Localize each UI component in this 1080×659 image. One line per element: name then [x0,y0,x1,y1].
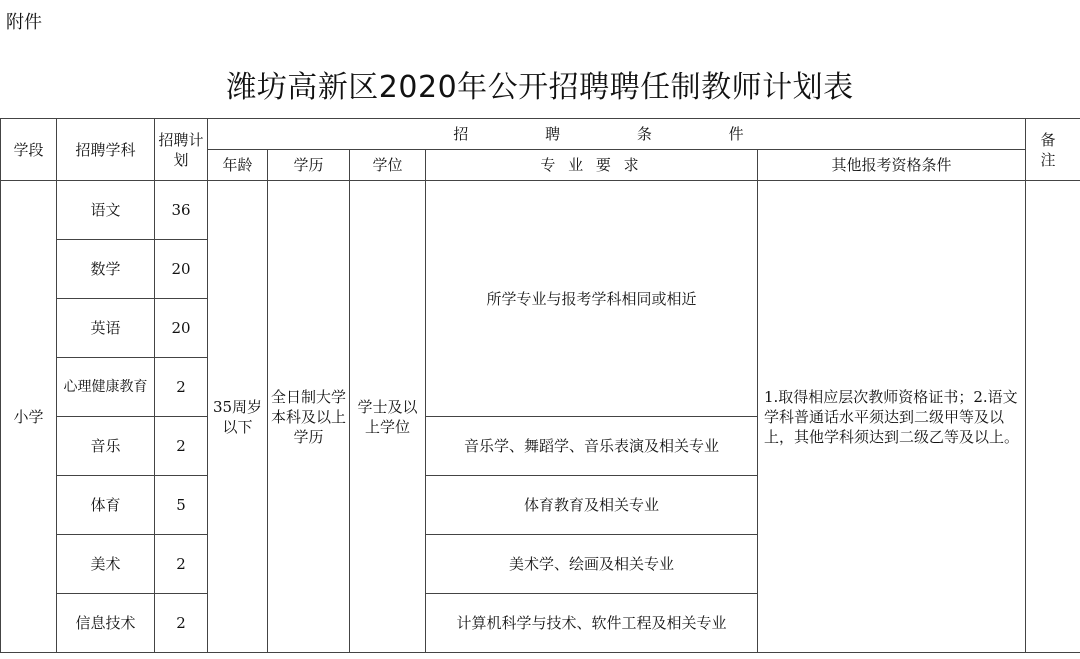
header-other-conditions: 其他报考资格条件 [758,150,1026,181]
count-cell: 20 [155,240,208,299]
count-cell: 5 [155,476,208,535]
subject-cell: 信息技术 [57,594,155,653]
attachment-label: 附件 [6,12,42,33]
header-remark: 备 注 [1026,119,1080,181]
recruitment-plan-table [0,118,1080,653]
header-subject: 招聘学科 [57,119,155,181]
header-education: 学历 [268,150,350,181]
header-major: 专 业 要 求 [426,150,758,181]
other-conditions-cell: 1.取得相应层次教师资格证书；2.语文学科普通话水平须达到二级甲等及以上，其他学科须达到二级乙等及以上。 [758,181,1026,653]
count-cell: 36 [155,181,208,240]
header-age: 年龄 [208,150,268,181]
header-stage: 学段 [1,119,57,181]
major-music-cell: 音乐学、舞蹈学、音乐表演及相关专业 [426,417,758,476]
subject-cell: 数学 [57,240,155,299]
major-pe-cell: 体育教育及相关专业 [426,476,758,535]
count-cell: 2 [155,535,208,594]
age-cell: 35周岁以下 [208,181,268,653]
degree-cell: 学士及以上学位 [350,181,426,653]
remark-cell [1026,181,1080,653]
subject-cell: 英语 [57,299,155,358]
major-general-cell: 所学专业与报考学科相同或相近 [426,181,758,417]
header-degree: 学位 [350,150,426,181]
table-row [1,181,1080,240]
header-row-1 [1,119,1080,150]
subject-cell: 体育 [57,476,155,535]
subject-cell: 音乐 [57,417,155,476]
count-cell: 20 [155,299,208,358]
education-cell: 全日制大学本科及以上学历 [268,181,350,653]
count-cell: 2 [155,358,208,417]
count-cell: 2 [155,594,208,653]
subject-cell: 语文 [57,181,155,240]
header-conditions: 招 聘 条 件 [208,119,1026,150]
page-title: 潍坊高新区2020年公开招聘聘任制教师计划表 [226,70,854,105]
major-art-cell: 美术学、绘画及相关专业 [426,535,758,594]
stage-cell: 小学 [1,181,57,653]
header-plan: 招聘计划 [155,119,208,181]
subject-cell: 美术 [57,535,155,594]
subject-cell: 心理健康教育 [57,358,155,417]
count-cell: 2 [155,417,208,476]
major-it-cell: 计算机科学与技术、软件工程及相关专业 [426,594,758,653]
